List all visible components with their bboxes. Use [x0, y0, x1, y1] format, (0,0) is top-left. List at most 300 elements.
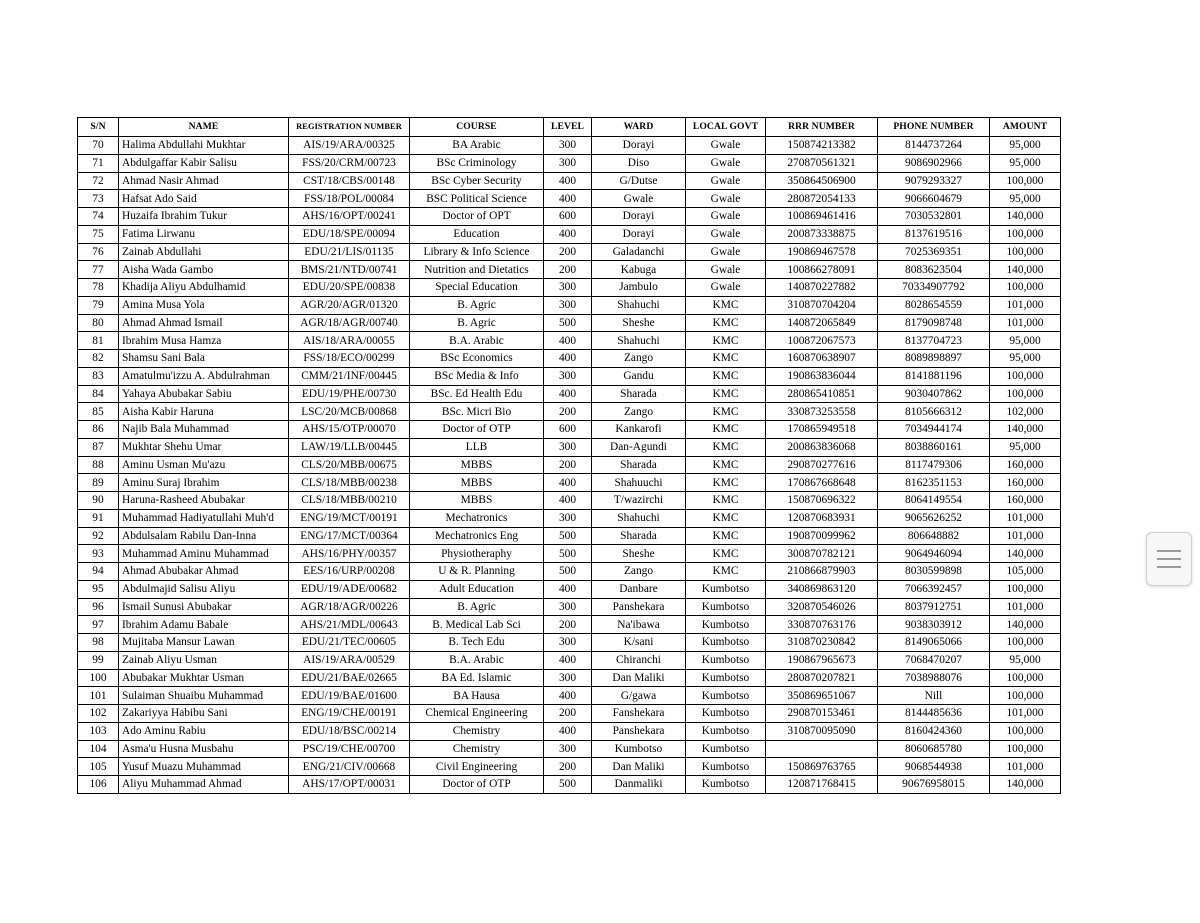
cell-ward: Galadanchi [592, 243, 686, 261]
cell-amount: 100,000 [990, 385, 1061, 403]
cell-name: Zainab Abdullahi [119, 243, 289, 261]
table-row [78, 580, 1061, 598]
cell-rrr-number: 280865410851 [766, 385, 878, 403]
cell-phone-number: 90676958015 [878, 776, 990, 794]
cell-registration-number: PSC/19/CHE/00700 [289, 740, 410, 758]
cell-rrr-number: 340869863120 [766, 580, 878, 598]
cell-course: B. Agric [410, 296, 544, 314]
cell-rrr-number: 350864506900 [766, 172, 878, 190]
cell-course: Physiotheraphy [410, 545, 544, 563]
cell-sn: 79 [78, 296, 119, 314]
cell-course: Mechatronics [410, 509, 544, 527]
cell-local-govt: Kumbotso [686, 705, 766, 723]
cell-ward: Gandu [592, 367, 686, 385]
cell-level: 600 [544, 208, 592, 226]
cell-registration-number: EDU/21/TEC/00605 [289, 634, 410, 652]
cell-amount: 101,000 [990, 314, 1061, 332]
cell-registration-number: ENG/19/MCT/00191 [289, 509, 410, 527]
cell-amount: 160,000 [990, 456, 1061, 474]
cell-level: 500 [544, 314, 592, 332]
cell-rrr-number: 100866278091 [766, 261, 878, 279]
cell-course: BA Hausa [410, 687, 544, 705]
cell-local-govt: Kumbotso [686, 580, 766, 598]
header-name: NAME [119, 118, 289, 137]
cell-phone-number: 7038988076 [878, 669, 990, 687]
cell-level: 200 [544, 456, 592, 474]
cell-phone-number: 8144485636 [878, 705, 990, 723]
cell-course: BSc. Ed Health Edu [410, 385, 544, 403]
cell-local-govt: Kumbotso [686, 616, 766, 634]
cell-rrr-number: 190863836044 [766, 367, 878, 385]
cell-phone-number: 9030407862 [878, 385, 990, 403]
cell-ward: Kabuga [592, 261, 686, 279]
cell-local-govt: Kumbotso [686, 776, 766, 794]
cell-phone-number: 8141881196 [878, 367, 990, 385]
menu-icon-line [1157, 558, 1181, 560]
cell-phone-number: 8117479306 [878, 456, 990, 474]
cell-name: Fatima Lirwanu [119, 225, 289, 243]
table-row [78, 563, 1061, 581]
cell-level: 300 [544, 438, 592, 456]
cell-amount: 105,000 [990, 563, 1061, 581]
table-row [78, 669, 1061, 687]
cell-level: 200 [544, 403, 592, 421]
table-row [78, 403, 1061, 421]
cell-level: 600 [544, 421, 592, 439]
cell-ward: Kankarofi [592, 421, 686, 439]
menu-icon-line [1157, 550, 1181, 552]
cell-local-govt: KMC [686, 527, 766, 545]
cell-course: Doctor of OTP [410, 421, 544, 439]
table-row [78, 456, 1061, 474]
cell-sn: 95 [78, 580, 119, 598]
cell-rrr-number: 350869651067 [766, 687, 878, 705]
cell-sn: 74 [78, 208, 119, 226]
cell-course: Adult Education [410, 580, 544, 598]
cell-amount: 100,000 [990, 279, 1061, 297]
cell-level: 400 [544, 350, 592, 368]
table-row [78, 474, 1061, 492]
cell-name: Shamsu Sani Bala [119, 350, 289, 368]
cell-name: Ado Aminu Rabiu [119, 722, 289, 740]
header-level: LEVEL [544, 118, 592, 137]
table-row [78, 545, 1061, 563]
cell-registration-number: EDU/20/SPE/00838 [289, 279, 410, 297]
cell-level: 400 [544, 385, 592, 403]
cell-registration-number: AIS/19/ARA/00529 [289, 651, 410, 669]
cell-amount: 95,000 [990, 190, 1061, 208]
cell-ward: Kumbotso [592, 740, 686, 758]
cell-rrr-number: 170865949518 [766, 421, 878, 439]
cell-name: Muhammad Aminu Muhammad [119, 545, 289, 563]
cell-rrr-number: 140870227882 [766, 279, 878, 297]
cell-course: B. Agric [410, 314, 544, 332]
cell-amount: 140,000 [990, 421, 1061, 439]
cell-phone-number: 8137704723 [878, 332, 990, 350]
cell-name: Zainab Aliyu Usman [119, 651, 289, 669]
table-row [78, 651, 1061, 669]
cell-ward: Panshekara [592, 722, 686, 740]
cell-phone-number: 8060685780 [878, 740, 990, 758]
cell-course: B.A. Arabic [410, 651, 544, 669]
cell-registration-number: FSS/20/CRM/00723 [289, 154, 410, 172]
cell-course: BSc. Micri Bio [410, 403, 544, 421]
cell-registration-number: EDU/21/BAE/02665 [289, 669, 410, 687]
cell-local-govt: Gwale [686, 225, 766, 243]
cell-level: 300 [544, 598, 592, 616]
cell-course: Chemistry [410, 722, 544, 740]
cell-amount: 95,000 [990, 350, 1061, 368]
cell-amount: 100,000 [990, 669, 1061, 687]
cell-registration-number: AIS/18/ARA/00055 [289, 332, 410, 350]
cell-sn: 81 [78, 332, 119, 350]
cell-local-govt: KMC [686, 563, 766, 581]
cell-amount: 101,000 [990, 296, 1061, 314]
cell-ward: Dorayi [592, 225, 686, 243]
cell-phone-number: 8144737264 [878, 137, 990, 155]
cell-rrr-number: 150870696322 [766, 492, 878, 510]
cell-course: MBBS [410, 456, 544, 474]
cell-amount: 95,000 [990, 137, 1061, 155]
table-row [78, 154, 1061, 172]
cell-phone-number: 7030532801 [878, 208, 990, 226]
cell-name: Abubakar Mukhtar Usman [119, 669, 289, 687]
cell-course: Special Eduсation [410, 279, 544, 297]
table-row [78, 243, 1061, 261]
cell-ward: Sheshe [592, 545, 686, 563]
table-row [78, 385, 1061, 403]
cell-registration-number: EDU/18/SPE/00094 [289, 225, 410, 243]
cell-name: Zakariyya Habibu Sani [119, 705, 289, 723]
cell-phone-number: 8064149554 [878, 492, 990, 510]
cell-name: Haruna-Rasheed Abubakar [119, 492, 289, 510]
cell-amount: 95,000 [990, 332, 1061, 350]
cell-name: Asma'u Husna Musbahu [119, 740, 289, 758]
cell-sn: 89 [78, 474, 119, 492]
cell-name: Sulaiman Shuaibu Muhammad [119, 687, 289, 705]
cell-rrr-number: 320870546026 [766, 598, 878, 616]
cell-amount: 95,000 [990, 154, 1061, 172]
cell-ward: T/wazirchi [592, 492, 686, 510]
payment-list-sheet [77, 117, 1060, 794]
cell-local-govt: Gwale [686, 279, 766, 297]
cell-level: 400 [544, 651, 592, 669]
cell-rrr-number: 290870277616 [766, 456, 878, 474]
cell-rrr-number [766, 740, 878, 758]
cell-amount: 160,000 [990, 474, 1061, 492]
cell-phone-number: 7068470207 [878, 651, 990, 669]
cell-rrr-number: 280870207821 [766, 669, 878, 687]
cell-local-govt: KMC [686, 545, 766, 563]
cell-phone-number: 9065626252 [878, 509, 990, 527]
cell-rrr-number: 190869467578 [766, 243, 878, 261]
table-row [78, 314, 1061, 332]
cell-sn: 92 [78, 527, 119, 545]
table-row [78, 332, 1061, 350]
cell-sn: 99 [78, 651, 119, 669]
cell-local-govt: KMC [686, 385, 766, 403]
cell-course: Chemistry [410, 740, 544, 758]
cell-sn: 70 [78, 137, 119, 155]
cell-ward: Sharada [592, 527, 686, 545]
cell-phone-number: 8179098748 [878, 314, 990, 332]
cell-ward: Danmaliki [592, 776, 686, 794]
cell-level: 400 [544, 492, 592, 510]
cell-local-govt: KMC [686, 421, 766, 439]
cell-phone-number: 7066392457 [878, 580, 990, 598]
cell-rrr-number: 290870153461 [766, 705, 878, 723]
cell-amount: 100,000 [990, 580, 1061, 598]
cell-amount: 95,000 [990, 438, 1061, 456]
cell-level: 300 [544, 137, 592, 155]
cell-registration-number: AHS/16/OPT/00241 [289, 208, 410, 226]
cell-registration-number: AHS/21/MDL/00643 [289, 616, 410, 634]
table-row [78, 279, 1061, 297]
side-panel-handle[interactable] [1146, 532, 1192, 586]
cell-local-govt: Gwale [686, 261, 766, 279]
cell-sn: 102 [78, 705, 119, 723]
cell-rrr-number: 300870782121 [766, 545, 878, 563]
cell-ward: Diso [592, 154, 686, 172]
cell-local-govt: Kumbotso [686, 634, 766, 652]
cell-ward: Sheshe [592, 314, 686, 332]
cell-ward: Jambulo [592, 279, 686, 297]
cell-phone-number: 8083623504 [878, 261, 990, 279]
cell-sn: 106 [78, 776, 119, 794]
cell-name: Amatulmu'izzu A. Abdulrahman [119, 367, 289, 385]
cell-name: Abdulmajid Salisu Aliyu [119, 580, 289, 598]
table-row [78, 190, 1061, 208]
cell-amount: 102,000 [990, 403, 1061, 421]
cell-course: BSc Criminology [410, 154, 544, 172]
cell-amount: 100,000 [990, 634, 1061, 652]
cell-level: 300 [544, 740, 592, 758]
table-row [78, 740, 1061, 758]
cell-amount: 140,000 [990, 261, 1061, 279]
cell-level: 200 [544, 758, 592, 776]
cell-level: 400 [544, 225, 592, 243]
table-row [78, 616, 1061, 634]
cell-registration-number: CLS/18/MBB/00210 [289, 492, 410, 510]
cell-rrr-number: 140872065849 [766, 314, 878, 332]
cell-amount: 100,000 [990, 225, 1061, 243]
cell-rrr-number: 100869461416 [766, 208, 878, 226]
cell-sn: 96 [78, 598, 119, 616]
cell-rrr-number: 160870638907 [766, 350, 878, 368]
cell-sn: 104 [78, 740, 119, 758]
cell-local-govt: Kumbotso [686, 651, 766, 669]
header-amount: AMOUNT [990, 118, 1061, 137]
cell-level: 400 [544, 172, 592, 190]
cell-rrr-number: 190870099962 [766, 527, 878, 545]
cell-sn: 101 [78, 687, 119, 705]
cell-registration-number: EDU/19/PHE/00730 [289, 385, 410, 403]
cell-phone-number: 9079293327 [878, 172, 990, 190]
cell-sn: 73 [78, 190, 119, 208]
cell-local-govt: Kumbotso [686, 722, 766, 740]
cell-amount: 140,000 [990, 545, 1061, 563]
table-row [78, 421, 1061, 439]
table-row [78, 598, 1061, 616]
cell-name: Aisha Kabir Haruna [119, 403, 289, 421]
cell-phone-number: 8162351153 [878, 474, 990, 492]
cell-local-govt: Kumbotso [686, 598, 766, 616]
cell-local-govt: Gwale [686, 137, 766, 155]
cell-local-govt: KMC [686, 474, 766, 492]
cell-phone-number: 8137619516 [878, 225, 990, 243]
cell-sn: 83 [78, 367, 119, 385]
cell-amount: 100,000 [990, 740, 1061, 758]
cell-course: Nutrition and Dietatics [410, 261, 544, 279]
cell-rrr-number: 330873253558 [766, 403, 878, 421]
cell-sn: 103 [78, 722, 119, 740]
table-row [78, 137, 1061, 155]
cell-sn: 71 [78, 154, 119, 172]
cell-course: BSc Economics [410, 350, 544, 368]
cell-phone-number: 8028654559 [878, 296, 990, 314]
cell-name: Yahaya Abubakar Sabiu [119, 385, 289, 403]
table-row [78, 492, 1061, 510]
cell-local-govt: KMC [686, 296, 766, 314]
cell-local-govt: KMC [686, 438, 766, 456]
cell-name: Khadija Aliyu Abdulhamid [119, 279, 289, 297]
header-phone-number: PHONE NUMBER [878, 118, 990, 137]
cell-amount: 140,000 [990, 776, 1061, 794]
cell-name: Aminu Suraj Ibrahim [119, 474, 289, 492]
cell-name: Huzaifa Ibrahim Tukur [119, 208, 289, 226]
cell-registration-number: AGR/18/AGR/00226 [289, 598, 410, 616]
cell-ward: Gwale [592, 190, 686, 208]
cell-course: Education [410, 225, 544, 243]
cell-ward: K/sani [592, 634, 686, 652]
cell-ward: G/gawa [592, 687, 686, 705]
cell-ward: Zango [592, 403, 686, 421]
cell-level: 300 [544, 669, 592, 687]
cell-name: Ibrahim Musa Hamza [119, 332, 289, 350]
cell-sn: 98 [78, 634, 119, 652]
cell-amount: 140,000 [990, 616, 1061, 634]
table-row [78, 527, 1061, 545]
cell-amount: 95,000 [990, 651, 1061, 669]
cell-level: 400 [544, 190, 592, 208]
cell-registration-number: CMM/21/INF/00445 [289, 367, 410, 385]
cell-ward: Zango [592, 350, 686, 368]
table-row [78, 758, 1061, 776]
cell-ward: Dan-Agundi [592, 438, 686, 456]
cell-level: 300 [544, 367, 592, 385]
cell-registration-number: BMS/21/NTD/00741 [289, 261, 410, 279]
cell-course: Mechatronics Eng [410, 527, 544, 545]
cell-amount: 100,000 [990, 722, 1061, 740]
cell-phone-number: 9064946094 [878, 545, 990, 563]
cell-name: Ahmad Ahmad Ismail [119, 314, 289, 332]
cell-sn: 85 [78, 403, 119, 421]
cell-amount: 101,000 [990, 705, 1061, 723]
cell-registration-number: CLS/18/MBB/00238 [289, 474, 410, 492]
table-row [78, 438, 1061, 456]
table-row [78, 634, 1061, 652]
cell-rrr-number: 190867965673 [766, 651, 878, 669]
cell-registration-number: EDU/19/BAE/01600 [289, 687, 410, 705]
cell-name: Halima Abdullahi Mukhtar [119, 137, 289, 155]
cell-ward: Shahuchi [592, 509, 686, 527]
cell-name: Aisha Wada Gambo [119, 261, 289, 279]
cell-name: Mukhtar Shehu Umar [119, 438, 289, 456]
cell-level: 500 [544, 527, 592, 545]
cell-ward: Panshekara [592, 598, 686, 616]
cell-phone-number: 7034944174 [878, 421, 990, 439]
cell-rrr-number: 310870704204 [766, 296, 878, 314]
cell-phone-number: 9086902966 [878, 154, 990, 172]
cell-registration-number: AIS/19/ARA/00325 [289, 137, 410, 155]
cell-course: Library & Info Science [410, 243, 544, 261]
cell-ward: G/Dutse [592, 172, 686, 190]
cell-course: MBBS [410, 474, 544, 492]
cell-sn: 75 [78, 225, 119, 243]
cell-level: 500 [544, 545, 592, 563]
cell-ward: Fanshekara [592, 705, 686, 723]
cell-level: 300 [544, 154, 592, 172]
cell-registration-number: EES/16/URP/00208 [289, 563, 410, 581]
cell-sn: 80 [78, 314, 119, 332]
cell-local-govt: Gwale [686, 208, 766, 226]
cell-sn: 84 [78, 385, 119, 403]
cell-name: Abdulsalam Rabilu Dan-Inna [119, 527, 289, 545]
cell-local-govt: KMC [686, 403, 766, 421]
cell-local-govt: KMC [686, 332, 766, 350]
menu-icon-line [1157, 566, 1181, 568]
cell-phone-number: 8038860161 [878, 438, 990, 456]
cell-level: 200 [544, 243, 592, 261]
cell-ward: Sharada [592, 385, 686, 403]
cell-ward: Chiranchi [592, 651, 686, 669]
cell-course: MBBS [410, 492, 544, 510]
cell-registration-number: LAW/19/LLB/00445 [289, 438, 410, 456]
cell-amount: 160,000 [990, 492, 1061, 510]
cell-registration-number: FSS/18/ECO/00299 [289, 350, 410, 368]
cell-ward: Danbare [592, 580, 686, 598]
cell-sn: 100 [78, 669, 119, 687]
cell-phone-number: 7025369351 [878, 243, 990, 261]
cell-registration-number: CST/18/CBS/00148 [289, 172, 410, 190]
cell-phone-number: 8160424360 [878, 722, 990, 740]
cell-level: 400 [544, 474, 592, 492]
cell-amount: 101,000 [990, 527, 1061, 545]
cell-course: BA Ed. Islamic [410, 669, 544, 687]
cell-amount: 140,000 [990, 208, 1061, 226]
cell-phone-number: 9068544938 [878, 758, 990, 776]
cell-sn: 97 [78, 616, 119, 634]
cell-registration-number: EDU/19/ADE/00682 [289, 580, 410, 598]
cell-local-govt: KMC [686, 456, 766, 474]
table-row [78, 367, 1061, 385]
cell-course: B. Medical Lab Sci [410, 616, 544, 634]
cell-name: Abdulgaffar Kabir Salisu [119, 154, 289, 172]
cell-sn: 93 [78, 545, 119, 563]
table-row [78, 261, 1061, 279]
cell-local-govt: Kumbotso [686, 740, 766, 758]
cell-amount: 101,000 [990, 598, 1061, 616]
cell-course: Chemical Engineering [410, 705, 544, 723]
cell-name: Ahmad Nasir Ahmad [119, 172, 289, 190]
cell-rrr-number: 150869763765 [766, 758, 878, 776]
cell-name: Yusuf Muazu Muhammad [119, 758, 289, 776]
cell-sn: 90 [78, 492, 119, 510]
cell-local-govt: Gwale [686, 243, 766, 261]
cell-amount: 101,000 [990, 509, 1061, 527]
table-row [78, 705, 1061, 723]
cell-name: Hafsat Ado Said [119, 190, 289, 208]
